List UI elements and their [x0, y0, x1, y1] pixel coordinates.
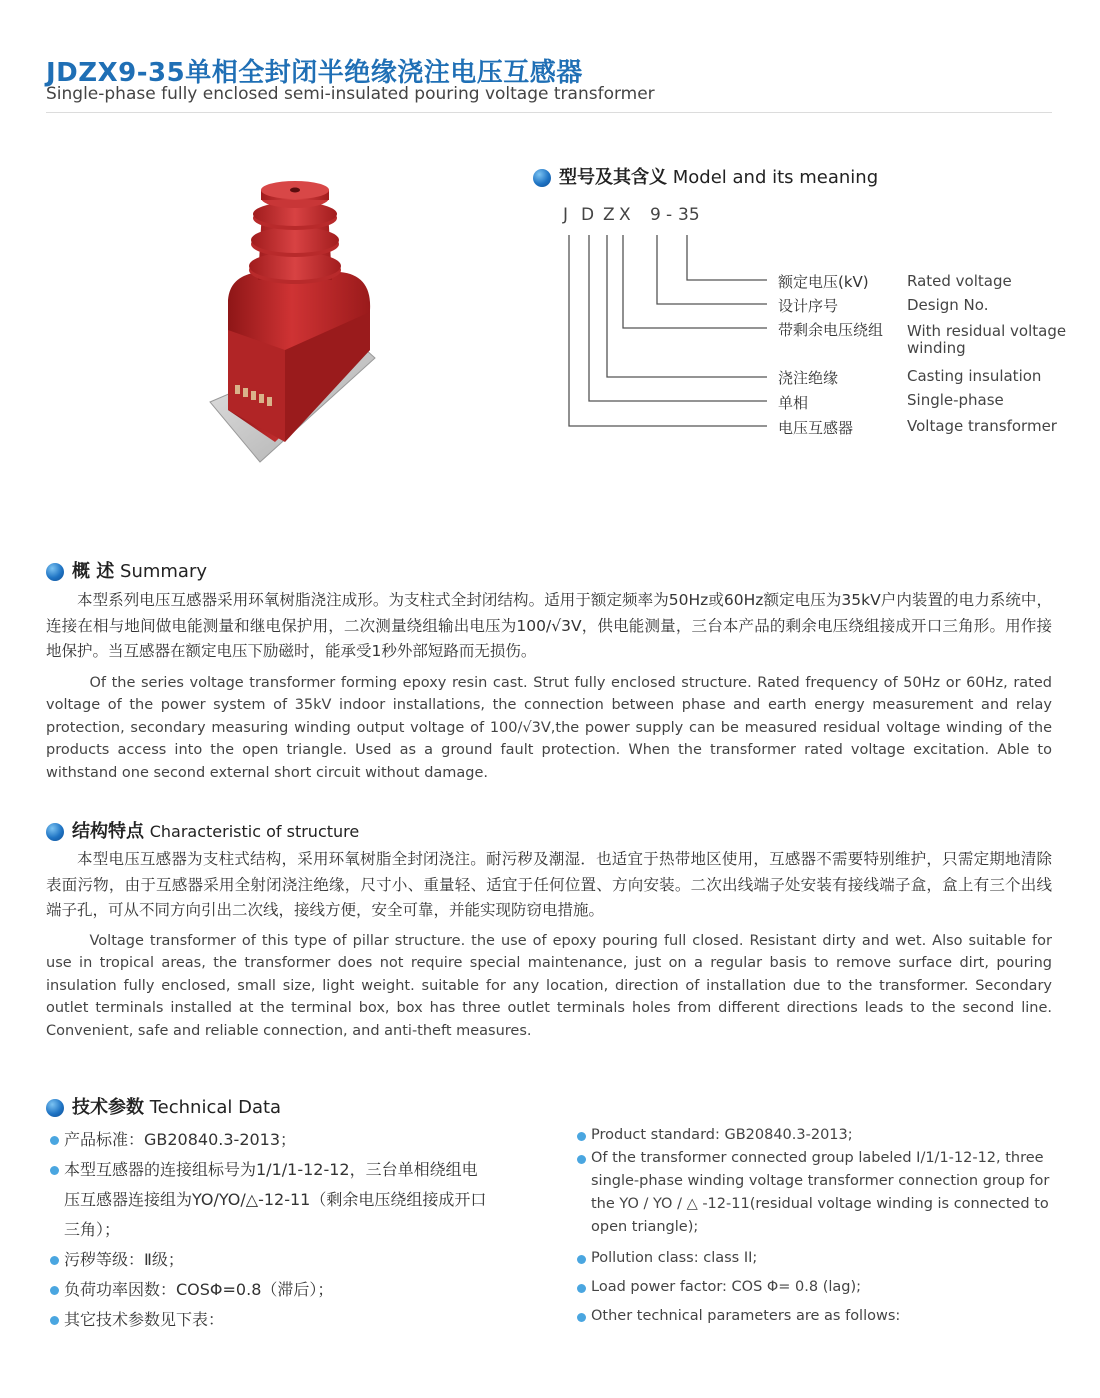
dot-icon: [50, 1286, 59, 1295]
list-item-text: 污秽等级：Ⅱ级；: [64, 1250, 184, 1269]
label-design-no-en: Design No.: [907, 296, 989, 314]
list-item-text: Pollution class: class II;: [591, 1250, 758, 1266]
label-casting-insulation-zh: 浇注绝缘: [778, 369, 839, 387]
list-item: [577, 1247, 1057, 1270]
summary-heading-zh: 概 述: [72, 561, 115, 582]
list-item: [577, 1124, 1057, 1147]
label-voltage-transformer-zh: 电压互感器: [778, 419, 854, 437]
list-item: [50, 1155, 490, 1245]
list-item-text: Of the transformer connected group labeled I/1/1-12-12, three single-phase winding voltage transformer connection group for the YO / YO / △ -12-11(residual voltage winding is connected to open triangle);: [591, 1150, 1050, 1235]
model-diagram: [555, 205, 1085, 450]
label-rated-voltage-zh: 额定电压(kV): [778, 273, 869, 291]
bullet-icon: [46, 1099, 64, 1117]
dot-icon: [577, 1255, 586, 1264]
code-char: -: [666, 205, 673, 225]
title-divider: [46, 112, 1052, 113]
structure-heading-zh: 结构特点: [72, 821, 144, 842]
structure-heading-en: Characteristic of structure: [149, 822, 360, 841]
model-heading-zh: 型号及其含义: [559, 167, 667, 188]
bullet-icon: [46, 823, 64, 841]
list-item-text: 产品标准：GB20840.3-2013；: [64, 1130, 297, 1149]
bullet-icon: [46, 563, 64, 581]
list-item: [50, 1245, 490, 1275]
dot-icon: [50, 1136, 59, 1145]
technical-list-zh: [50, 1125, 490, 1335]
technical-heading: [46, 1093, 281, 1119]
label-rated-voltage-en: Rated voltage: [907, 272, 1012, 290]
code-char: 35: [678, 205, 700, 225]
summary-text-en: Of the series voltage transformer forming epoxy resin cast. Strut fully enclosed structure. Rated frequency of 50Hz or 60Hz, rated voltage of the power system of 35kV indoor installations, the connection between phase and earth energy measurement and relay protection, secondary measuring winding output voltage of 100/√3V,the power supply can be measured residual voltage winding of the products access into the open triangle. Used as a ground fault protection. When the transformer rated voltage excitation. Able to withstand one second external short circuit without damage.: [46, 675, 1052, 781]
page-title: JDZX9-35单相全封闭半绝缘浇注电压互感器: [46, 58, 583, 88]
code-char: 9: [650, 205, 661, 225]
code-char: D: [581, 205, 595, 225]
list-item-text: Other technical parameters are as follows:: [591, 1308, 901, 1324]
label-design-no-zh: 设计序号: [778, 297, 839, 315]
summary-heading: [46, 557, 207, 583]
bullet-icon: [533, 169, 551, 187]
model-heading-en: Model and its meaning: [672, 167, 879, 188]
page-subtitle: Single-phase fully enclosed semi-insulated pouring voltage transformer: [46, 84, 655, 104]
leader-lines: [555, 205, 775, 450]
list-item: [577, 1276, 1057, 1299]
code-char: J: [563, 205, 569, 225]
list-item-text: 本型互感器的连接组标号为1/1/1-12-12，三台单相绕组电压互感器连接组为YO/YO/△-12-11（剩余电压绕组接成开口三角）；: [64, 1160, 487, 1239]
structure-heading: [46, 817, 359, 843]
list-item-text: Product standard: GB20840.3-2013;: [591, 1127, 853, 1143]
list-item: [50, 1305, 490, 1335]
label-residual-winding-en-2: winding: [907, 339, 966, 357]
label-casting-insulation-en: Casting insulation: [907, 367, 1042, 385]
dot-icon: [577, 1132, 586, 1141]
model-heading: [533, 163, 878, 189]
label-residual-winding-en: With residual voltage: [907, 322, 1067, 340]
code-char: Z: [603, 205, 615, 225]
list-item: [50, 1125, 490, 1155]
dot-icon: [50, 1166, 59, 1175]
technical-list-en: [577, 1124, 1057, 1328]
dot-icon: [50, 1316, 59, 1325]
list-item-text: 负荷功率因数：COSΦ=0.8（滞后）；: [64, 1280, 334, 1299]
list-item: [577, 1147, 1057, 1239]
list-item: [50, 1275, 490, 1305]
summary-text-zh: 本型系列电压互感器采用环氧树脂浇注成形。为支柱式全封闭结构。适用于额定频率为50Hz或60Hz额定电压为35kV户内装置的电力系统中，连接在相与地间做电能测量和继电保护用，二次测量绕组输出电压为100/√3V，供电能测量，三台本产品的剩余电压绕组接成开口三角形。用作接地保护。当互感器在额定电压下励磁时，能承受1秒外部短路而无损伤。: [46, 591, 1052, 660]
dot-icon: [50, 1256, 59, 1265]
voltage-transformer-icon: [200, 180, 390, 470]
list-item-text: Load power factor: COS Φ= 0.8 (lag);: [591, 1279, 862, 1295]
list-item-text: 其它技术参数见下表：: [64, 1310, 225, 1329]
label-single-phase-en: Single-phase: [907, 391, 1004, 409]
structure-text-zh: 本型电压互感器为支柱式结构，采用环氧树脂全封闭浇注。耐污秽及潮湿．也适宜于热带地区使用，互感器不需要特别维护，只需定期地清除表面污物，由于互感器采用全射闭浇注绝缘，尺寸小、重量轻、适宜于任何位置、方向安装。二次出线端子处安装有接线端子盒，盒上有三个出线端子孔，可从不同方向引出二次线，接线方便，安全可靠，并能实现防窃电措施。: [46, 850, 1052, 919]
technical-heading-en: Technical Data: [149, 1097, 282, 1118]
label-residual-winding-zh: 带剩余电压绕组: [778, 321, 884, 339]
dot-icon: [577, 1313, 586, 1322]
label-voltage-transformer-en: Voltage transformer: [907, 417, 1057, 435]
dot-icon: [577, 1155, 586, 1164]
code-char: X: [619, 205, 631, 225]
dot-icon: [577, 1284, 586, 1293]
structure-text-en: Voltage transformer of this type of pillar structure. the use of epoxy pouring full closed. Resistant dirty and wet. Also suitable for use in tropical areas, the transformer does not require special maintenance, just on a regular basis to remove surface dirt, pouring insulation fully enclosed, small size, light weight. suitable for any location, direction of installation due to the transformer. Secondary outlet terminals installed at the terminal box, box has three outlet terminals holes from different directions leads to the second line. Convenient, safe and reliable connection, and anti-theft measures.: [46, 933, 1052, 1039]
summary-heading-en: Summary: [120, 561, 208, 582]
technical-heading-zh: 技术参数: [72, 1097, 144, 1118]
list-item: [577, 1305, 1057, 1328]
label-single-phase-zh: 单相: [778, 394, 809, 412]
